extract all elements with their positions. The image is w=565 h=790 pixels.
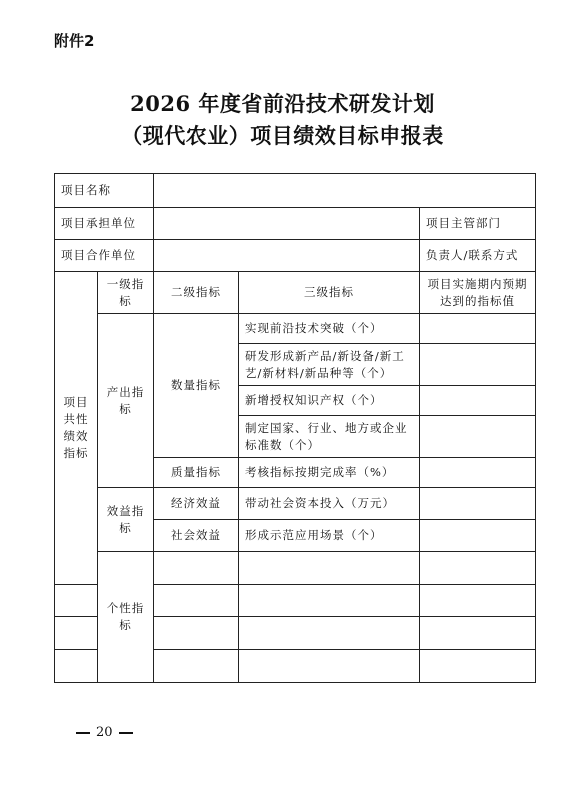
level2-header: 二级指标 bbox=[154, 272, 239, 314]
value-frontier-breakthrough[interactable] bbox=[420, 314, 536, 344]
individual-indicators-label: 个性指标 bbox=[98, 552, 154, 683]
quantity-indicators-label: 数量指标 bbox=[154, 314, 239, 458]
row-frontier-breakthrough bbox=[55, 314, 536, 344]
item-standards: 制定国家、行业、地方或企业标准数（个） bbox=[239, 416, 420, 458]
contact-label: 负责人/联系方式 bbox=[420, 240, 536, 272]
performance-target-form bbox=[54, 173, 536, 683]
individual-cell[interactable] bbox=[154, 650, 239, 683]
individual-cell[interactable] bbox=[420, 585, 536, 617]
individual-cell[interactable] bbox=[55, 617, 98, 650]
supervising-dept-label: 项目主管部门 bbox=[420, 208, 536, 240]
individual-cell[interactable] bbox=[154, 617, 239, 650]
individual-cell[interactable] bbox=[154, 552, 239, 585]
row-social-capital bbox=[55, 488, 536, 520]
individual-cell[interactable] bbox=[420, 617, 536, 650]
footer-dash-left bbox=[76, 732, 90, 734]
undertaking-unit-label: 项目承担单位 bbox=[55, 208, 154, 240]
attachment-label: 附件2 bbox=[54, 32, 95, 50]
individual-cell[interactable] bbox=[239, 552, 420, 585]
row-cooperating-unit bbox=[55, 240, 536, 272]
item-completion-rate: 考核指标按期完成率（%） bbox=[239, 458, 420, 488]
item-ip: 新增授权知识产权（个） bbox=[239, 386, 420, 416]
individual-cell[interactable] bbox=[55, 585, 98, 617]
page-footer bbox=[76, 725, 133, 740]
individual-cell[interactable] bbox=[239, 585, 420, 617]
undertaking-unit-field[interactable] bbox=[154, 208, 420, 240]
output-indicators-label: 产出指标 bbox=[98, 314, 154, 488]
row-column-headers bbox=[55, 272, 536, 314]
social-benefit-label: 社会效益 bbox=[154, 520, 239, 552]
individual-cell[interactable] bbox=[239, 617, 420, 650]
benefit-indicators-label: 效益指标 bbox=[98, 488, 154, 552]
item-demo-scenarios: 形成示范应用场景（个） bbox=[239, 520, 420, 552]
common-indicators-label: 项目共性绩效指标 bbox=[55, 272, 98, 585]
value-demo-scenarios[interactable] bbox=[420, 520, 536, 552]
individual-cell[interactable] bbox=[420, 650, 536, 683]
page-title-line2: （现代农业）项目绩效目标申报表 bbox=[121, 123, 444, 148]
value-social-capital[interactable] bbox=[420, 488, 536, 520]
row-undertaking-unit bbox=[55, 208, 536, 240]
row-project-name bbox=[55, 174, 536, 208]
item-new-products: 研发形成新产品/新设备/新工艺/新材料/新品种等（个） bbox=[239, 344, 420, 386]
individual-cell[interactable] bbox=[55, 650, 98, 683]
individual-cell[interactable] bbox=[154, 585, 239, 617]
cooperating-unit-label: 项目合作单位 bbox=[55, 240, 154, 272]
individual-cell[interactable] bbox=[239, 650, 420, 683]
expected-value-header: 项目实施期内预期达到的指标值 bbox=[420, 272, 536, 314]
value-new-products[interactable] bbox=[420, 344, 536, 386]
project-name-field[interactable] bbox=[154, 174, 536, 208]
item-frontier-breakthrough: 实现前沿技术突破（个） bbox=[239, 314, 420, 344]
value-ip[interactable] bbox=[420, 386, 536, 416]
individual-cell[interactable] bbox=[420, 552, 536, 585]
quality-indicators-label: 质量指标 bbox=[154, 458, 239, 488]
level3-header: 三级指标 bbox=[239, 272, 420, 314]
individual-row bbox=[55, 552, 536, 585]
level1-header: 一级指标 bbox=[98, 272, 154, 314]
project-name-label: 项目名称 bbox=[55, 174, 154, 208]
item-social-capital: 带动社会资本投入（万元） bbox=[239, 488, 420, 520]
value-standards[interactable] bbox=[420, 416, 536, 458]
footer-dash-right bbox=[119, 732, 133, 734]
cooperating-unit-field[interactable] bbox=[154, 240, 420, 272]
economic-benefit-label: 经济效益 bbox=[154, 488, 239, 520]
page-number: 20 bbox=[96, 725, 113, 740]
page-title-line1: 2026 年度省前沿技术研发计划 bbox=[130, 91, 435, 116]
value-completion-rate[interactable] bbox=[420, 458, 536, 488]
